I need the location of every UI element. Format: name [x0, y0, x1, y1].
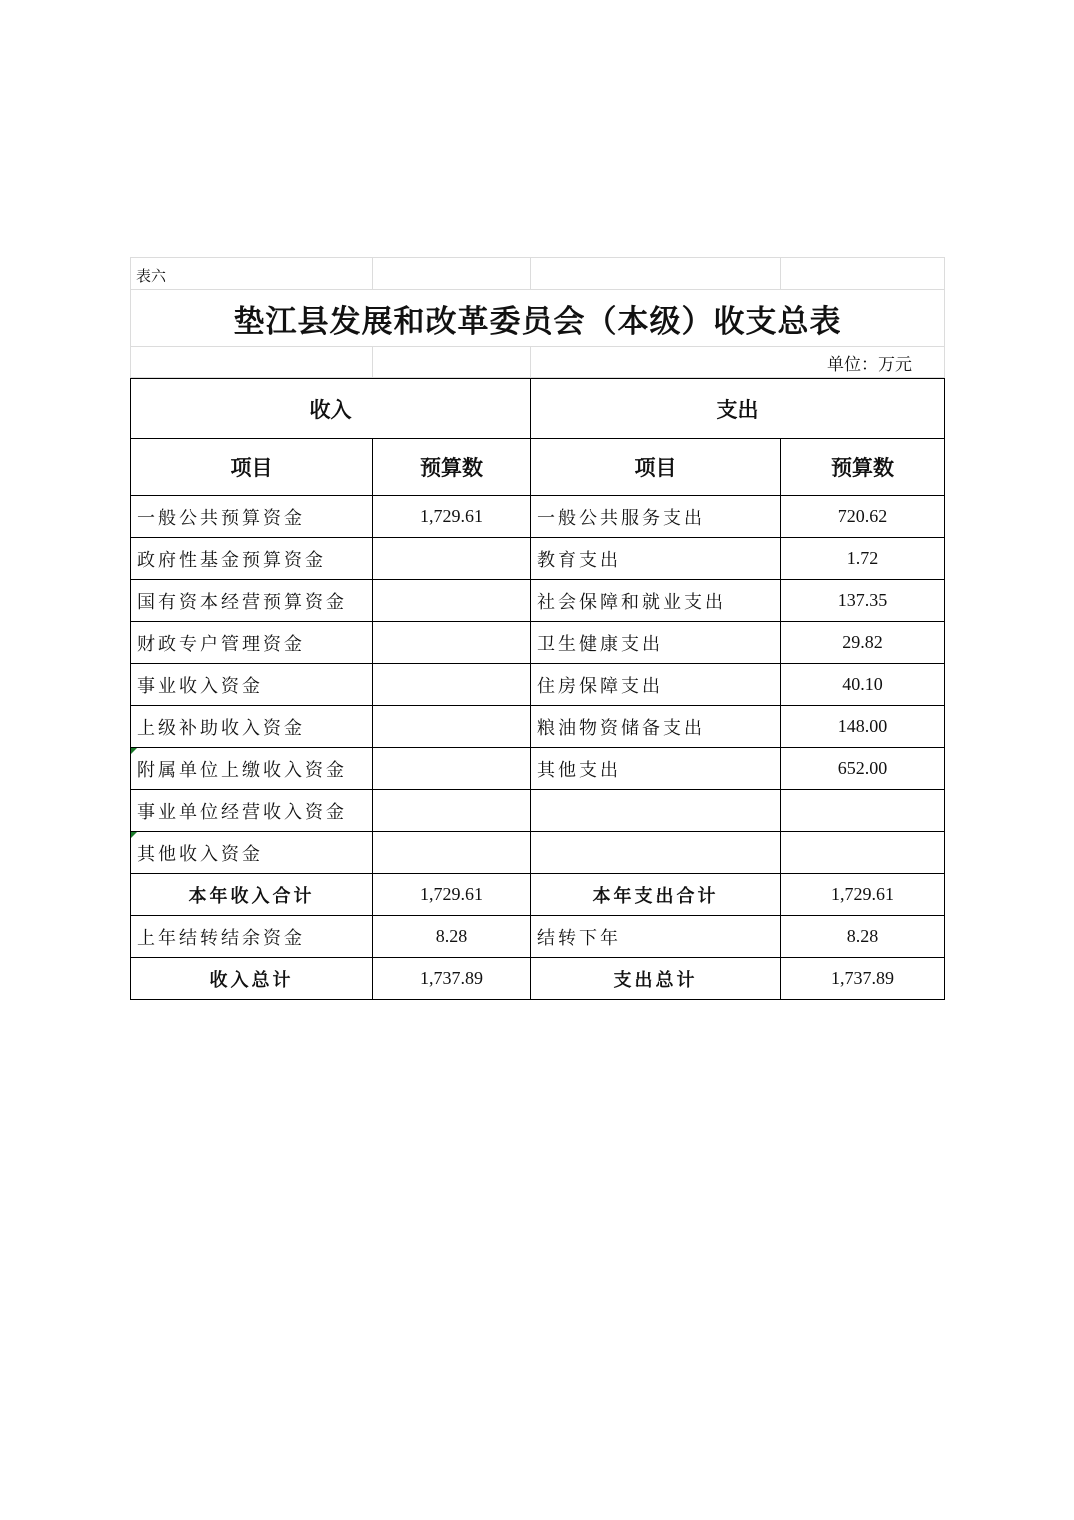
expense-value-cell: 29.82	[781, 622, 945, 664]
table-row	[131, 538, 945, 580]
table-row	[131, 664, 945, 706]
income-value-cell	[373, 790, 531, 832]
expense-subtotal-value: 1,729.61	[781, 874, 945, 916]
expense-item-cell: 社会保障和就业支出	[531, 580, 781, 622]
table-tag: 表六	[131, 258, 373, 290]
income-item-cell: 财政专户管理资金	[131, 622, 373, 664]
expense-item-cell: 一般公共服务支出	[531, 496, 781, 538]
page-title: 垫江县发展和改革委员会（本级）收支总表	[131, 290, 945, 347]
budget-table	[130, 378, 945, 1000]
expense-value-cell: 652.00	[781, 748, 945, 790]
expense-value-cell	[781, 832, 945, 874]
income-value-cell	[373, 832, 531, 874]
income-value-cell	[373, 538, 531, 580]
expense-item-cell: 其他支出	[531, 748, 781, 790]
expense-value-cell: 148.00	[781, 706, 945, 748]
income-item-cell: 事业收入资金	[131, 664, 373, 706]
table-row	[131, 832, 945, 874]
sheet-header-area	[130, 257, 945, 378]
table-row	[131, 790, 945, 832]
income-budget-header: 预算数	[373, 439, 531, 496]
expense-item-header: 项目	[531, 439, 781, 496]
table-row	[131, 748, 945, 790]
income-item-cell: 附属单位上缴收入资金	[131, 748, 373, 790]
income-carry-label: 上年结转结余资金	[131, 916, 373, 958]
income-item-cell: 其他收入资金	[131, 832, 373, 874]
column-header-row	[131, 439, 945, 496]
income-value-cell	[373, 580, 531, 622]
income-item-header: 项目	[131, 439, 373, 496]
income-item-cell: 事业单位经营收入资金	[131, 790, 373, 832]
income-value-cell	[373, 748, 531, 790]
expense-item-cell: 粮油物资储备支出	[531, 706, 781, 748]
expense-carry-label: 结转下年	[531, 916, 781, 958]
table-row	[131, 622, 945, 664]
expense-item-cell: 教育支出	[531, 538, 781, 580]
income-item-cell: 国有资本经营预算资金	[131, 580, 373, 622]
expense-item-cell: 卫生健康支出	[531, 622, 781, 664]
table-row	[131, 706, 945, 748]
expense-value-cell: 1.72	[781, 538, 945, 580]
income-value-cell: 1,729.61	[373, 496, 531, 538]
table-row	[131, 580, 945, 622]
carry-row	[131, 916, 945, 958]
income-value-cell	[373, 706, 531, 748]
expense-budget-header: 预算数	[781, 439, 945, 496]
table-row	[131, 496, 945, 538]
expense-value-cell: 40.10	[781, 664, 945, 706]
income-carry-value: 8.28	[373, 916, 531, 958]
income-item-cell: 上级补助收入资金	[131, 706, 373, 748]
income-subtotal-label: 本年收入合计	[131, 874, 373, 916]
expense-subtotal-label: 本年支出合计	[531, 874, 781, 916]
expense-item-cell: 住房保障支出	[531, 664, 781, 706]
income-value-cell	[373, 622, 531, 664]
expense-item-cell	[531, 790, 781, 832]
expense-value-cell: 137.35	[781, 580, 945, 622]
income-total-label: 收入总计	[131, 958, 373, 1000]
income-subtotal-value: 1,729.61	[373, 874, 531, 916]
income-header: 收入	[131, 379, 531, 439]
income-total-value: 1,737.89	[373, 958, 531, 1000]
spreadsheet-sheet	[130, 257, 944, 1000]
income-value-cell	[373, 664, 531, 706]
income-item-cell: 一般公共预算资金	[131, 496, 373, 538]
table-body	[131, 496, 945, 874]
unit-label: 单位：万元	[531, 347, 945, 378]
total-row	[131, 958, 945, 1000]
expense-value-cell	[781, 790, 945, 832]
expense-carry-value: 8.28	[781, 916, 945, 958]
expense-item-cell	[531, 832, 781, 874]
income-item-cell: 政府性基金预算资金	[131, 538, 373, 580]
expense-total-label: 支出总计	[531, 958, 781, 1000]
subtotal-row	[131, 874, 945, 916]
expense-value-cell: 720.62	[781, 496, 945, 538]
expense-total-value: 1,737.89	[781, 958, 945, 1000]
section-header-row	[131, 379, 945, 439]
expense-header: 支出	[531, 379, 945, 439]
